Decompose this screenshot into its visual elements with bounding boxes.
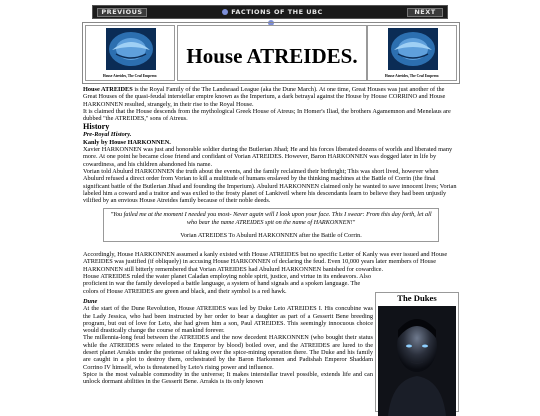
- dukes-sidebar: [375, 292, 459, 412]
- duke-portrait-image: [378, 306, 456, 416]
- history-heading: History: [83, 122, 110, 132]
- kanly-heading: Kanly by House HARKONNEN.: [83, 138, 171, 146]
- dune-paragraph-2: The millennia-long feud between the ATREIDES and the now decedent HARKONNEN (who bought their status while the ATREIDES were related to the Emperor by blood) boiled over, and the ATREIDES are lured to the desert planet Arrakis under the pretense of taking over the spice-mining operation there. The Duke and his family are caught in a plot to destroy them, orchestrated by the Baron Harkonnen and Padishah Emperor Shaddam Corrino IV himself, who is threatened by Leto's rising power and influence.: [83, 334, 373, 371]
- previous-button[interactable]: PREVIOUS: [97, 8, 147, 17]
- navigation-bar: [92, 5, 448, 19]
- right-emblem-cell: [367, 25, 457, 81]
- factions-link[interactable]: [215, 7, 327, 18]
- factions-label: FACTIONS OF THE UBC: [231, 8, 323, 16]
- house-name: House ATREIDES: [83, 86, 133, 93]
- dune-section: [83, 298, 373, 386]
- next-button[interactable]: NEXT: [407, 8, 443, 17]
- quote-text: "You failed me at the moment I needed you most- Never again will I look upon your face. This I swear: From this day forth, let all who bear the name ATREIDES spit on the name of HARKONNEN!": [110, 211, 432, 226]
- atreides-hawk-icon: [106, 28, 156, 70]
- intro-paragraph-2: It is claimed that the House descends from the mythological Greek House of Atreus; In Homer's Iliad, the brothers Agamemnon and Menelaus are dubbed "the ATREIDES," sons of Atreus.: [83, 107, 451, 123]
- page-title: House ATREIDES.: [186, 44, 358, 68]
- aftermath-paragraph-2: House ATREIDES ruled the water planet Caladan employing noble spirit, justice, and virtue in its endeavors. Also proficient in war the family developed a battle language, a system of hand signals and a spoken language. The colors of House ATREIDES are green and black, and their symbol is a red hawk.: [83, 272, 372, 295]
- atreides-hawk-icon: [388, 28, 438, 70]
- quote-attribution: Vorian ATREIDES To Abulurd HARKONNEN after the Battle of Corrin.: [180, 231, 362, 239]
- left-emblem-caption: House Atreides, The Ceaf Emperor.: [102, 74, 158, 78]
- emblem-icon: [222, 9, 228, 15]
- intro-text: is the Royal Family of the The Landsraad League (aka the Dune March). At one time, Great Houses was just another of the Great Houses of the quasi-feudal interstellar empire known as the Imperium, a dark betrayal against the House by House CORRINO and House HARKONNEN resulted, strangely, in their rise to the Royal House.: [83, 86, 446, 108]
- title-cell: [177, 25, 367, 81]
- left-emblem-cell: [85, 25, 175, 81]
- history-paragraph-2: Vorian told Abulurd HARKONNEN the truth about the events, and the family reclaimed their birthright; This was short lived, however when Abulurd refused a direct order from Vorian to kill a multitude of humans enslaved by the thinking machines at the Battle of Corrin (the final significant battle of the Butlerian Jihad and founding the Imperium). Abulurd HARKONNEN claimed only he wanted to save innocent lives; Vorian labeled him a coward and a traitor and was exiled to the frosty planet of Lankiveil where his descendants learn to believe they had been unjustly vilified by an envious House Atreides family because of their noble deeds.: [83, 167, 457, 205]
- dukes-title: The Dukes: [397, 293, 437, 303]
- article-body: [83, 86, 459, 295]
- history-paragraph-1: Xavier HARKONNEN was just and honorable soldier during the Butlerian Jihad; He and his forces liberated dozens of worlds and liberated many more. At one point he became close friend and confidant of Vorian ATREIDES. However, Baron HARKONNEN was dogged later in life by cowardiness, and his children abandoned his name.: [83, 146, 453, 168]
- dune-paragraph-1: At the start of the Dune Revolution, House ATREIDES was led by Duke Leto ATREIDES I. His concubine was the Lady Jessica, who had been instructed by her order to bear a daughter as part of a Gesserit Bene breeding program, but out of love for Leto, she had given him a son, Paul ATREIDES. This seemingly innocuous choice would drastically change the course of mankind forever.: [83, 305, 373, 335]
- dune-paragraph-3: Spice is the most valuable commodity in the universe; It makes interstellar travel possible, extends life and can unlock dormant abilities in the Gesserit Bene. Arrakis is its only known: [83, 370, 373, 386]
- aftermath-paragraph-1: Accordingly, House HARKONNEN assumed a kanly existed with House ATREIDES but no specific Letter of Kanly was ever issued and House ATREIDES was justified (if obliquely) in accusing House HARKONNEN of declaring the feud. Even 10,000 years later members of House HARKONNEN still bitterly remembered that Vorian ATREIDES had Abulurd HARKONNEN banished for cowardice.: [83, 251, 448, 273]
- intro-paragraph: [83, 86, 459, 108]
- quote-box: [103, 208, 439, 242]
- pre-royal-heading: Pre-Royal History.: [83, 131, 132, 139]
- right-emblem-caption: House Atreides, The Ceaf Emperor.: [384, 74, 440, 78]
- dune-heading: Dune: [83, 298, 98, 305]
- page-header: [82, 22, 460, 84]
